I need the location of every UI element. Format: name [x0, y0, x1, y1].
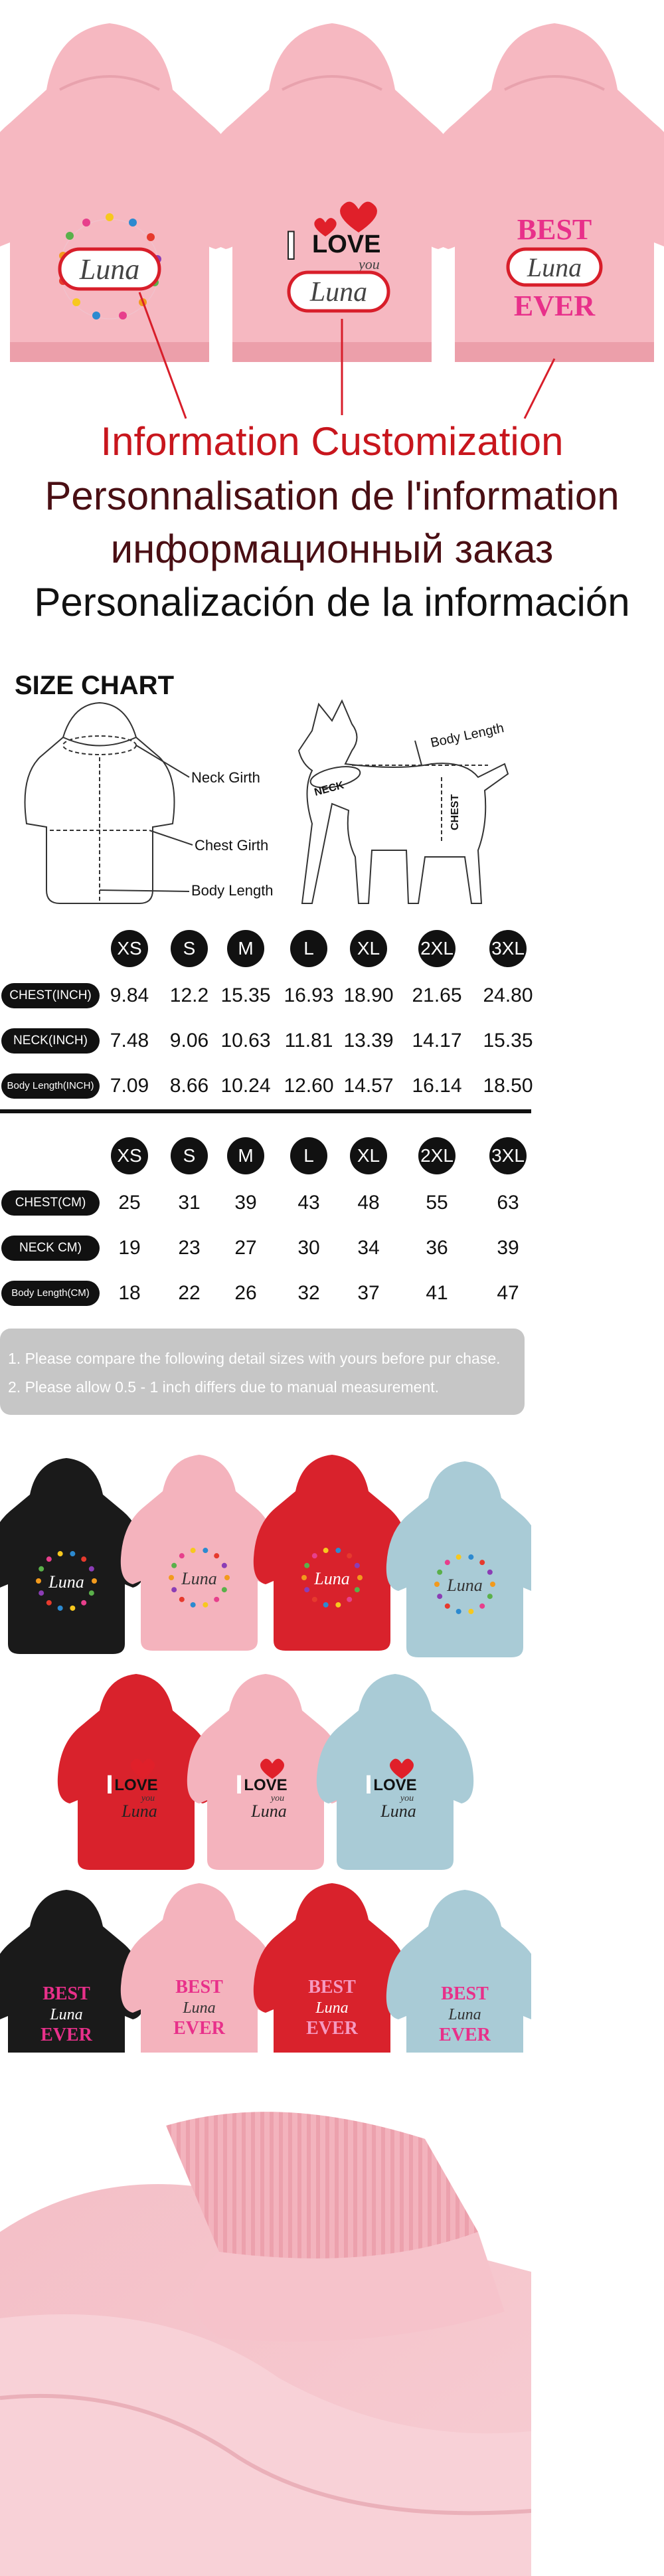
label-dog-body-length: Body Length [429, 721, 505, 751]
wreath-dot [36, 1578, 41, 1584]
wreath-dot [89, 1590, 94, 1596]
table-cell: 47 [497, 1282, 519, 1304]
table-cell: 14.17 [412, 1030, 462, 1052]
wreath-dot [39, 1590, 44, 1596]
design-name: Luna [50, 2006, 83, 2023]
wreath-dot [179, 1553, 185, 1558]
design-name: Luna [181, 1569, 217, 1588]
design-word-love: LOVE [114, 1776, 158, 1794]
wreath-dot [191, 1548, 196, 1553]
table-cell: 11.81 [284, 1030, 333, 1052]
wreath-dot [445, 1560, 450, 1565]
title-spanish: Personalización de la información [34, 580, 630, 624]
table-cell: 13.39 [343, 1030, 394, 1052]
fabric-closeup-image [0, 2099, 531, 2576]
wreath-dot [222, 1587, 227, 1592]
design-word-ever: EVER [306, 2018, 358, 2039]
wreath-dot [81, 1600, 86, 1606]
row-label: NECK CM) [1, 1236, 100, 1261]
table-cell: 27 [234, 1237, 257, 1259]
size-header-xl: XL [350, 930, 387, 967]
wreath-dot [304, 1587, 309, 1592]
wreath-dot [456, 1554, 461, 1560]
design-word-you: you [270, 1794, 285, 1803]
row-label: Body Length(CM) [1, 1281, 100, 1306]
hoodie-best-ever [414, 23, 664, 362]
table-cell: 15.35 [483, 1030, 533, 1052]
design-letter-i: I [106, 1770, 114, 1799]
table-cell: 16.93 [284, 984, 334, 1006]
wreath-dot [323, 1548, 329, 1553]
note-line-2: 2. Please allow 0.5 - 1 inch differs due to manual measurement. [8, 1378, 440, 1396]
table-cell: 9.84 [110, 984, 149, 1006]
wreath-dot [479, 1560, 485, 1565]
size-header-m: M [227, 930, 264, 967]
size-header-l: L [290, 1137, 327, 1174]
table-cell: 39 [497, 1237, 519, 1259]
table-cell: 14.57 [343, 1075, 394, 1097]
wreath-dot [171, 1563, 177, 1568]
row-label: CHEST(INCH) [1, 983, 100, 1008]
wreath-dot [312, 1597, 317, 1602]
wreath-dot [357, 1575, 363, 1580]
table-cell: 7.09 [110, 1075, 149, 1097]
size-header-xl: XL [350, 1137, 387, 1174]
design-word-best: BEST [42, 1983, 90, 2004]
row-label: Body Length(INCH) [1, 1073, 100, 1099]
color-design-gallery [0, 1422, 531, 2053]
design-name: Luna [447, 1576, 483, 1595]
pointer-line [525, 359, 554, 418]
wreath-dot [355, 1563, 360, 1568]
hoodie-blue-love [317, 1674, 473, 1870]
table-cell: 25 [118, 1192, 141, 1214]
table-cell: 23 [178, 1237, 201, 1259]
wreath-dot [323, 1602, 329, 1608]
title-english: Information Customization [100, 419, 564, 464]
design-name: Luna [448, 2006, 481, 2023]
wreath-dot [46, 1556, 52, 1562]
label-dog-neck: NECK [313, 779, 345, 798]
wreath-dot [479, 1604, 485, 1609]
size-header-m: M [227, 1137, 264, 1174]
design-word-best: BEST [175, 1977, 223, 1997]
wreath-dot [456, 1609, 461, 1614]
design-name: Luna [315, 1999, 349, 2017]
design-word-love: LOVE [312, 230, 381, 258]
wreath-dot [437, 1594, 442, 1599]
table-cell: 18 [118, 1282, 141, 1304]
table-cell: 12.60 [284, 1075, 334, 1097]
hero-name-label: Luna [527, 252, 582, 282]
wreath-dot [487, 1594, 493, 1599]
size-header-3xl: 3XL [489, 930, 527, 967]
wreath-dot [335, 1548, 341, 1553]
table-cell: 22 [178, 1282, 201, 1304]
size-header-xs: XS [111, 1137, 148, 1174]
wreath-dot [70, 1551, 75, 1556]
design-word-love: LOVE [244, 1776, 288, 1794]
wreath-dot [224, 1575, 230, 1580]
row-label: NECK(INCH) [1, 1028, 100, 1054]
wreath-dot [58, 1551, 63, 1556]
size-header-s: S [171, 1137, 208, 1174]
measurement-diagram [0, 691, 531, 937]
design-word-ever: EVER [439, 2025, 491, 2045]
table-cell: 48 [357, 1192, 380, 1214]
design-word-best: BEST [308, 1977, 356, 1997]
design-letter-i: I [286, 223, 297, 268]
wreath-dot [487, 1570, 493, 1575]
wreath-dot [171, 1587, 177, 1592]
size-header-s: S [171, 930, 208, 967]
wreath-dot [335, 1602, 341, 1608]
hoodie-blue-best [386, 1890, 531, 2053]
table-cell: 7.48 [110, 1030, 149, 1052]
table-cell: 34 [357, 1237, 380, 1259]
wreath-dot [179, 1597, 185, 1602]
wreath-dot [312, 1553, 317, 1558]
table-cell: 31 [178, 1192, 201, 1214]
wreath-dot [92, 1578, 97, 1584]
hero-name-label: Luna [309, 277, 368, 308]
table-divider [0, 1109, 531, 1113]
table-cell: 18.50 [483, 1075, 533, 1097]
table-cell: 9.06 [169, 1030, 209, 1052]
table-cell: 24.80 [483, 984, 533, 1006]
hero-name-label: Luna [79, 253, 140, 286]
table-cell: 55 [426, 1192, 448, 1214]
label-chest-girth: Chest Girth [195, 837, 269, 854]
design-name: Luna [122, 1801, 157, 1821]
wreath-dot [81, 1556, 86, 1562]
design-word-ever: EVER [41, 2025, 92, 2045]
hoodie-red-best [254, 1883, 410, 2053]
wreath-dot [214, 1597, 219, 1602]
wreath-dot [304, 1563, 309, 1568]
wreath-dot [468, 1554, 473, 1560]
design-letter-i: I [365, 1770, 373, 1799]
wreath-dot [70, 1606, 75, 1611]
design-letter-i: I [235, 1770, 243, 1799]
size-header-l: L [290, 930, 327, 967]
note-line-1: 1. Please compare the following detail sizes with yours before pur chase. [8, 1350, 501, 1367]
table-cell: 37 [357, 1282, 380, 1304]
label-dog-chest: CHEST [450, 794, 461, 830]
table-cell: 8.66 [169, 1075, 209, 1097]
table-cell: 12.2 [169, 984, 209, 1006]
wreath-dot [169, 1575, 174, 1580]
design-word-ever: EVER [173, 2018, 225, 2039]
size-header-2xl: 2XL [418, 930, 456, 967]
wreath-dot [203, 1602, 208, 1608]
design-word-you: you [359, 256, 380, 272]
table-cell: 30 [297, 1237, 320, 1259]
table-cell: 32 [297, 1282, 320, 1304]
design-word-you: you [141, 1794, 155, 1803]
wreath-dot [89, 1566, 94, 1572]
table-cell: 16.14 [412, 1075, 462, 1097]
design-word-love: LOVE [373, 1776, 417, 1794]
design-name: Luna [314, 1569, 350, 1588]
wreath-dot [434, 1582, 440, 1587]
wreath-dot [203, 1548, 208, 1553]
design-name: Luna [183, 1999, 216, 2017]
table-cell: 10.63 [220, 1030, 271, 1052]
table-cell: 63 [497, 1192, 519, 1214]
design-word-best: BEST [441, 1983, 489, 2004]
table-cell: 39 [234, 1192, 257, 1214]
table-cell: 26 [234, 1282, 257, 1304]
design-name: Luna [48, 1572, 84, 1592]
size-header-3xl: 3XL [489, 1137, 527, 1174]
wreath-dot [222, 1563, 227, 1568]
hoodie-red-wreath [254, 1455, 410, 1651]
wreath-dot [191, 1602, 196, 1608]
table-cell: 18.90 [343, 984, 394, 1006]
title-french: Personnalisation de l'information [44, 474, 620, 518]
wreath-dot [347, 1597, 352, 1602]
design-word-ever: EVER [513, 290, 596, 322]
table-cell: 43 [297, 1192, 320, 1214]
wreath-dot [39, 1566, 44, 1572]
design-name: Luna [380, 1801, 416, 1821]
hoodie-blue-wreath [386, 1461, 531, 1657]
wreath-dot [347, 1553, 352, 1558]
table-cell: 41 [426, 1282, 448, 1304]
hoodie-pink-best [121, 1883, 278, 2053]
table-cell: 36 [426, 1237, 448, 1259]
table-cell: 21.65 [412, 984, 462, 1006]
design-word-you: you [400, 1794, 414, 1803]
table-cell: 10.24 [220, 1075, 271, 1097]
wreath-dot [214, 1553, 219, 1558]
table-cell: 19 [118, 1237, 141, 1259]
size-header-xs: XS [111, 930, 148, 967]
table-cell: 15.35 [220, 984, 271, 1006]
row-label: CHEST(CM) [1, 1190, 100, 1216]
wreath-dot [445, 1604, 450, 1609]
size-header-2xl: 2XL [418, 1137, 456, 1174]
design-word-best: BEST [517, 213, 592, 246]
label-neck-girth: Neck Girth [191, 769, 260, 786]
title-russian: информационный заказ [110, 527, 554, 571]
wreath-dot [301, 1575, 307, 1580]
design-name: Luna [251, 1801, 287, 1821]
wreath-dot [355, 1587, 360, 1592]
size-chart-title: SIZE CHART [15, 671, 174, 700]
wreath-dot [58, 1606, 63, 1611]
label-body-length: Body Length [191, 882, 274, 899]
notes-box [0, 1329, 525, 1415]
wreath-dot [46, 1600, 52, 1606]
wreath-dot [468, 1609, 473, 1614]
wreath-dot [490, 1582, 495, 1587]
wreath-dot [437, 1570, 442, 1575]
